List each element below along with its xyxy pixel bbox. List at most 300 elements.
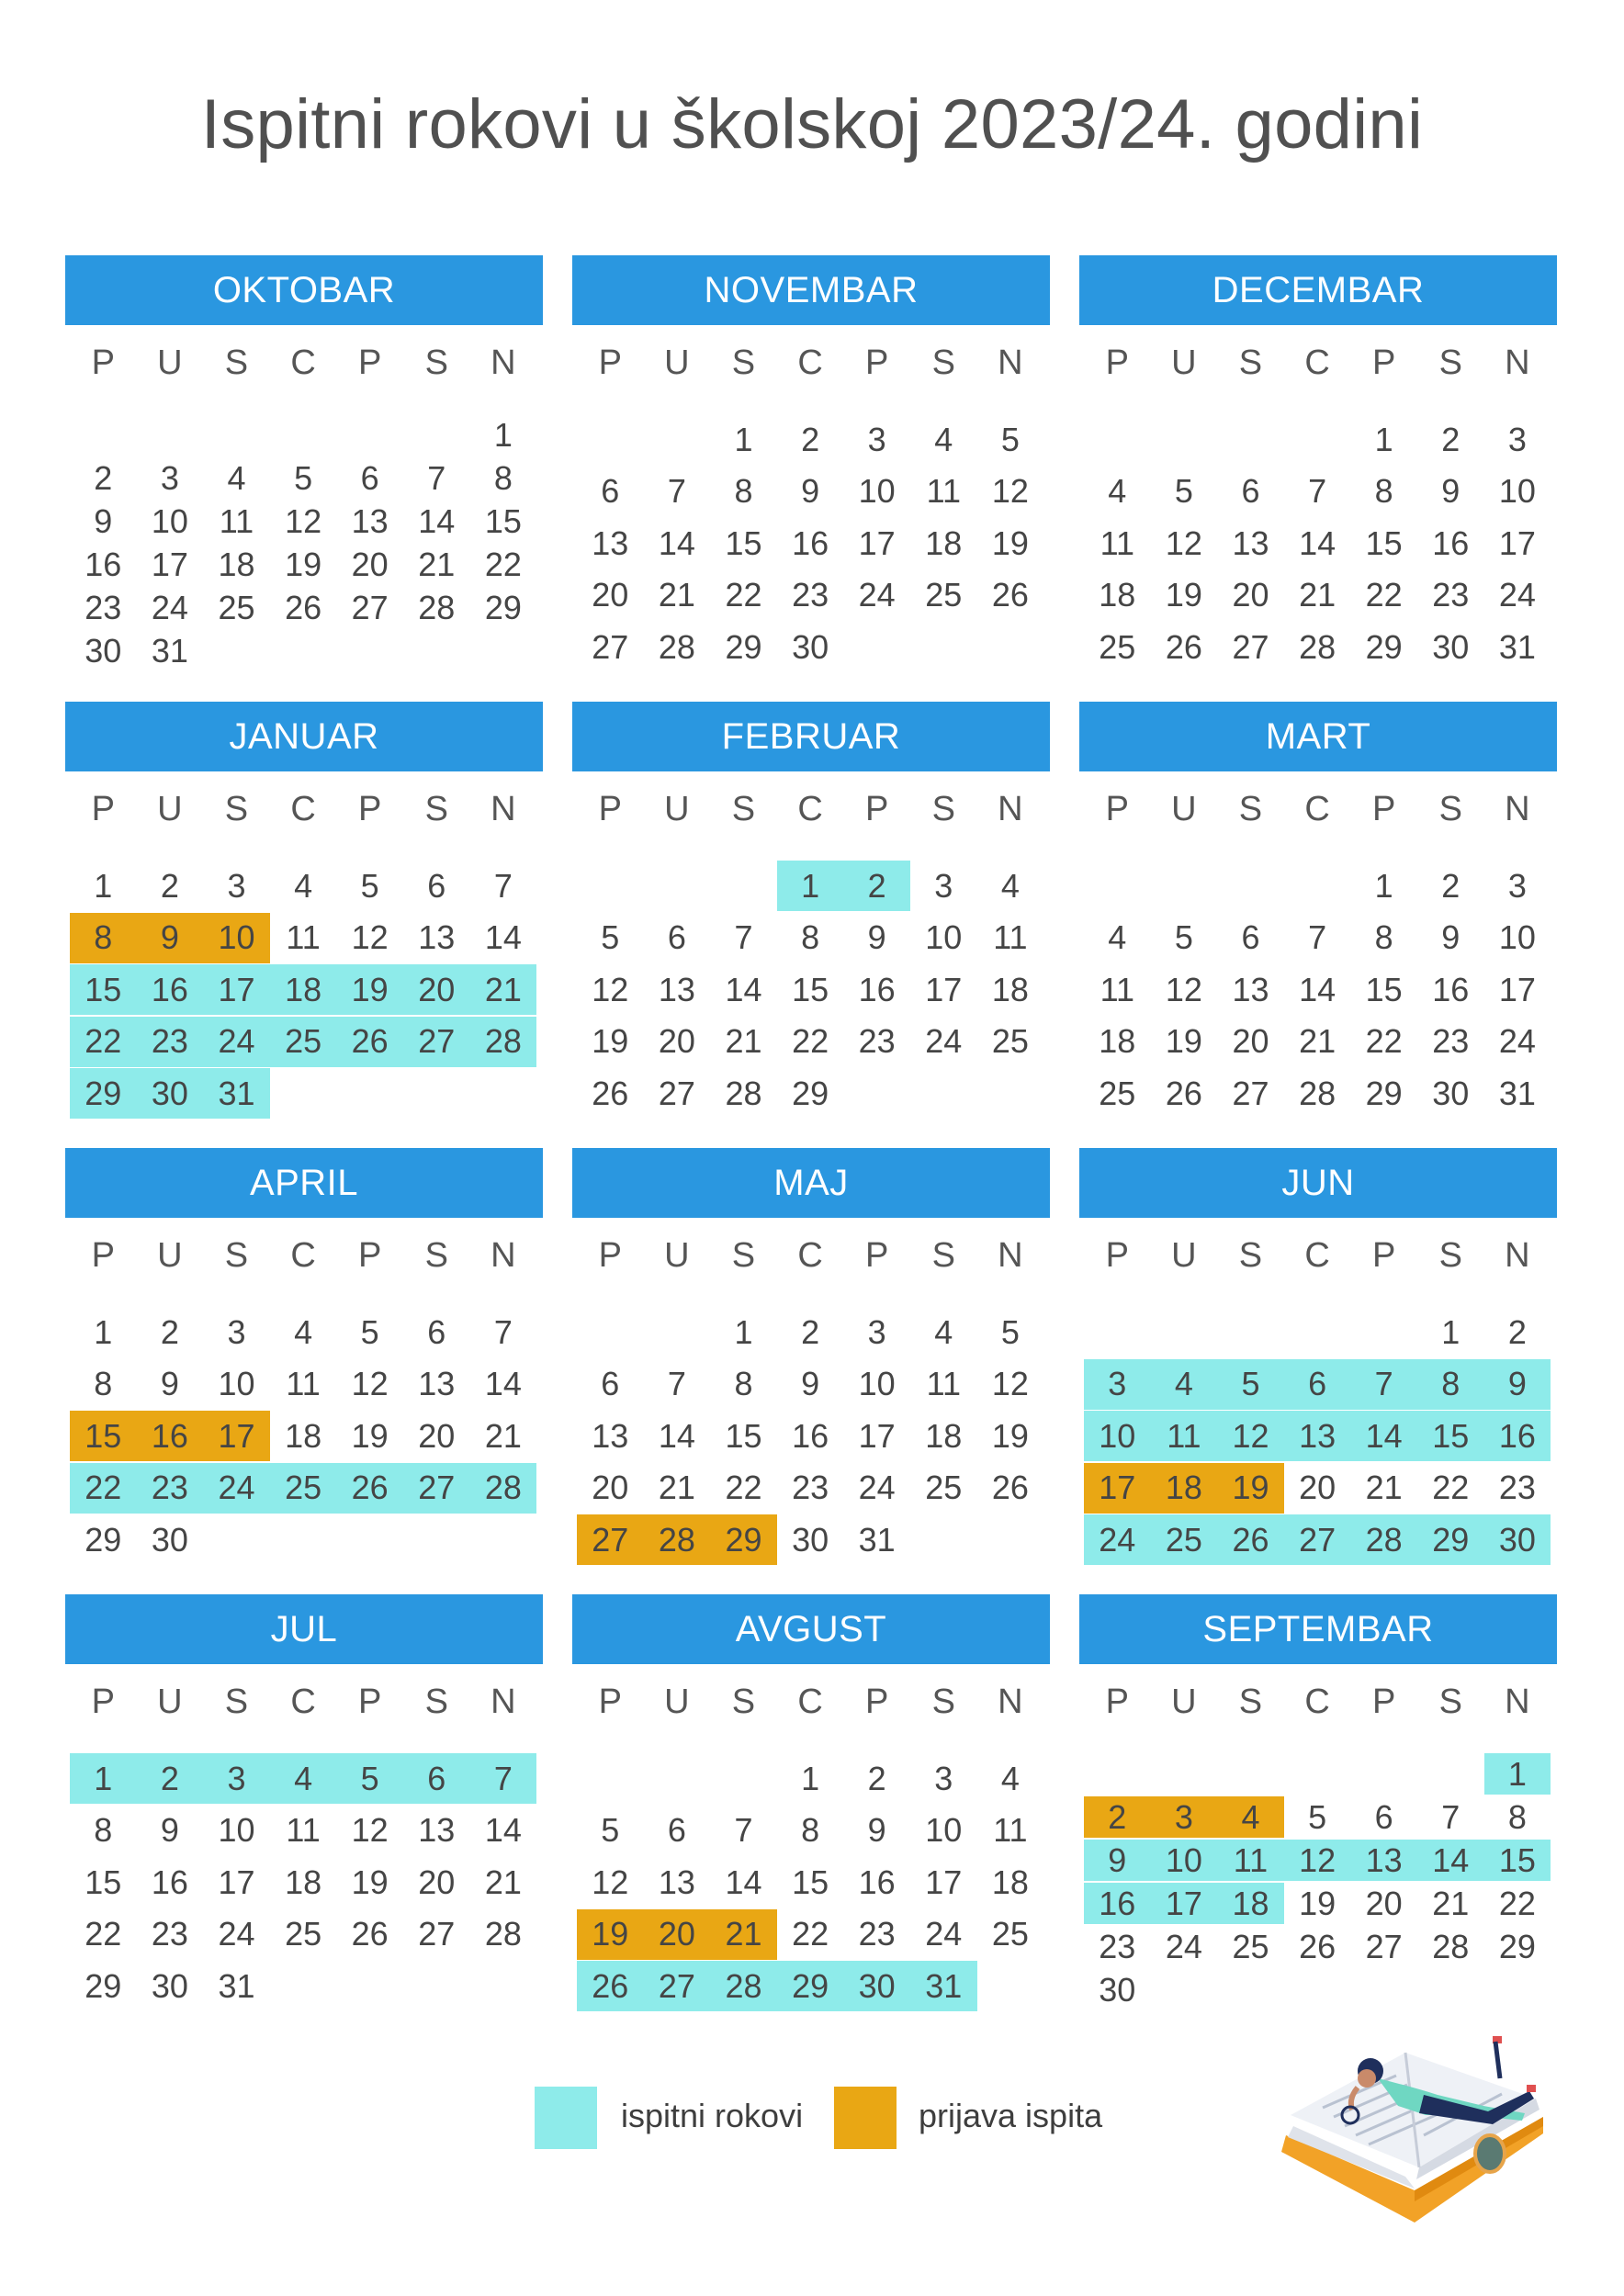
weekday-label: S [1238, 790, 1263, 828]
day-cell: 2 [160, 1312, 179, 1351]
day-cell: 13 [1284, 1411, 1351, 1461]
day-cell: 13 [658, 1863, 695, 1901]
legend-exam-label: ispitni rokovi [621, 2097, 804, 2134]
weekday-label: N [1505, 1236, 1530, 1275]
day-cell: 14 [658, 1416, 695, 1455]
day-cell: 14 [484, 1365, 522, 1402]
weekday-label: P [1372, 790, 1396, 828]
day-cell: 15 [1417, 1411, 1484, 1461]
day-cell: 14 [484, 918, 522, 956]
weekday-label: P [598, 790, 622, 828]
day-cell: 19 [1299, 1884, 1336, 1922]
day-cell: 7 [667, 472, 686, 510]
day-cell: 3 [160, 458, 179, 497]
day-cell: 22 [1365, 576, 1403, 613]
day-cell: 13 [658, 970, 695, 1008]
day-cell: 26 [351, 1915, 389, 1953]
day-cell: 21 [1299, 1022, 1336, 1060]
day-cell: 28 [418, 588, 456, 626]
day-cell: 15 [1365, 523, 1403, 562]
day-cell: 8 [70, 913, 137, 963]
day-cell: 10 [218, 1811, 255, 1849]
weekday-label: P [865, 790, 889, 828]
day-cell: 17 [925, 970, 963, 1008]
month-header: DECEMBAR [1079, 255, 1557, 325]
day-cell: 11 [1151, 1411, 1218, 1461]
day-cell: 27 [1365, 1927, 1403, 1965]
weekday-label: P [91, 343, 115, 382]
day-cell: 18 [925, 1416, 963, 1455]
day-cell: 11 [993, 1811, 1028, 1849]
day-cell: 26 [1217, 1514, 1284, 1565]
day-cell: 29 [1365, 627, 1403, 666]
day-cell: 22 [725, 576, 762, 613]
day-cell: 20 [1232, 1022, 1269, 1060]
weekday-label: S [1438, 1683, 1462, 1721]
day-cell: 4 [1108, 472, 1127, 510]
weekday-label: S [731, 790, 756, 828]
day-cell: 17 [203, 964, 270, 1015]
day-cell: 14 [1299, 523, 1336, 562]
day-cell: 6 [427, 1312, 446, 1351]
day-cell: 3 [934, 866, 953, 905]
day-cell: 20 [644, 1909, 711, 1960]
day-cell: 6 [1284, 1359, 1351, 1410]
day-cell: 16 [137, 1411, 204, 1461]
weekday-label: P [1372, 1236, 1396, 1275]
day-cell: 24 [858, 1469, 896, 1506]
day-cell: 21 [418, 545, 456, 583]
day-cell: 2 [160, 866, 179, 905]
day-cell: 27 [1284, 1514, 1351, 1565]
day-cell: 11 [286, 1811, 321, 1849]
weekday-label: C [797, 790, 823, 828]
weekday-label: S [931, 343, 955, 382]
day-cell: 16 [137, 964, 204, 1015]
weekday-label: S [224, 1683, 249, 1721]
day-cell: 26 [991, 1469, 1029, 1506]
day-cell: 4 [1108, 918, 1127, 956]
day-cell: 31 [910, 1961, 977, 2011]
day-cell: 11 [1100, 523, 1134, 562]
day-cell: 25 [1151, 1514, 1218, 1565]
day-cell: 1 [1374, 420, 1393, 458]
day-cell: 28 [658, 627, 695, 666]
day-cell: 10 [925, 1811, 963, 1849]
day-cell: 12 [991, 1365, 1029, 1402]
day-cell: 15 [484, 501, 522, 540]
day-cell: 12 [991, 472, 1029, 510]
day-cell: 29 [777, 1961, 844, 2011]
day-cell: 30 [151, 1520, 188, 1559]
day-cell: 10 [1498, 472, 1536, 510]
day-cell: 15 [85, 1863, 122, 1901]
weekday-label: U [1171, 1236, 1197, 1275]
weekday-label: S [424, 790, 448, 828]
weekday-label: N [491, 343, 516, 382]
day-cell: 7 [470, 1753, 537, 1804]
day-cell: 20 [592, 1469, 629, 1506]
weekday-label: N [491, 1683, 516, 1721]
day-cell: 3 [227, 1312, 246, 1351]
weekday-label: P [91, 1236, 115, 1275]
day-cell: 8 [1507, 1797, 1527, 1836]
day-cell: 22 [70, 1463, 137, 1514]
day-cell: 26 [336, 1463, 403, 1514]
day-cell: 9 [801, 1365, 820, 1402]
legend-exam-swatch [535, 2087, 597, 2149]
day-cell: 12 [592, 970, 629, 1008]
day-cell: 29 [85, 1520, 122, 1559]
weekday-label: U [664, 790, 690, 828]
day-cell: 5 [1217, 1359, 1284, 1410]
day-cell: 21 [710, 1909, 777, 1960]
weekday-label: C [290, 343, 316, 382]
weekday-label: S [224, 790, 249, 828]
day-cell: 4 [1000, 1759, 1020, 1797]
day-cell: 13 [1350, 1840, 1417, 1881]
day-cell: 5 [1174, 918, 1193, 956]
day-cell: 22 [792, 1915, 829, 1953]
day-cell: 17 [1084, 1463, 1151, 1514]
month-header: MAJ [572, 1148, 1050, 1218]
day-cell: 8 [493, 458, 513, 497]
day-cell: 25 [925, 576, 963, 613]
month-header: FEBRUAR [572, 702, 1050, 771]
day-cell: 11 [926, 472, 961, 510]
day-cell: 26 [592, 1074, 629, 1112]
day-cell: 3 [1151, 1796, 1218, 1838]
day-cell: 5 [1000, 420, 1020, 458]
day-cell: 29 [1498, 1927, 1536, 1965]
day-cell: 18 [1151, 1463, 1218, 1514]
day-cell: 12 [592, 1863, 629, 1901]
weekday-label: N [1505, 343, 1530, 382]
day-cell: 30 [85, 631, 122, 670]
day-cell: 13 [592, 523, 629, 562]
day-cell: 31 [1498, 627, 1536, 666]
day-cell: 4 [934, 1312, 953, 1351]
day-cell: 27 [1232, 627, 1269, 666]
day-cell: 22 [1365, 1022, 1403, 1060]
weekday-label: C [1304, 790, 1330, 828]
day-cell: 6 [427, 866, 446, 905]
weekday-label: N [491, 1236, 516, 1275]
day-cell: 12 [351, 1365, 389, 1402]
day-cell: 28 [710, 1961, 777, 2011]
day-cell: 7 [1441, 1797, 1460, 1836]
weekday-label: S [424, 343, 448, 382]
day-cell: 6 [601, 1365, 620, 1402]
day-cell: 31 [151, 631, 188, 670]
day-cell: 25 [1099, 627, 1136, 666]
day-cell: 2 [1507, 1312, 1527, 1351]
day-cell: 19 [336, 964, 403, 1015]
day-cell: 31 [218, 1966, 255, 2005]
day-cell: 29 [1417, 1514, 1484, 1565]
day-cell: 27 [577, 1514, 644, 1565]
day-cell: 17 [858, 523, 896, 562]
day-cell: 2 [1441, 420, 1460, 458]
day-cell: 16 [792, 1416, 829, 1455]
day-cell: 11 [1100, 970, 1134, 1008]
month-header: AVGUST [572, 1594, 1050, 1664]
day-cell: 18 [270, 964, 337, 1015]
day-cell: 21 [470, 964, 537, 1015]
weekday-label: P [1372, 1683, 1396, 1721]
day-cell: 22 [70, 1017, 137, 1067]
month-header: JUN [1079, 1148, 1557, 1218]
day-cell: 24 [858, 576, 896, 613]
day-cell: 4 [1151, 1359, 1218, 1410]
day-cell: 25 [925, 1469, 963, 1506]
day-cell: 15 [70, 964, 137, 1015]
day-cell: 20 [351, 545, 389, 583]
day-cell: 24 [203, 1017, 270, 1067]
weekday-label: P [1105, 1683, 1129, 1721]
day-cell: 10 [151, 501, 188, 540]
day-cell: 2 [137, 1753, 204, 1804]
month-header: NOVEMBAR [572, 255, 1050, 325]
day-cell: 18 [1099, 576, 1136, 613]
day-cell: 17 [925, 1863, 963, 1901]
day-cell: 29 [484, 588, 522, 626]
day-cell: 10 [1084, 1411, 1151, 1461]
legend-registration-label: prijava ispita [919, 2097, 1103, 2134]
day-cell: 30 [1432, 1074, 1470, 1112]
day-cell: 17 [218, 1863, 255, 1901]
day-cell: 9 [867, 918, 886, 956]
day-cell: 20 [1232, 576, 1269, 613]
weekday-label: N [491, 790, 516, 828]
day-cell: 18 [1099, 1022, 1136, 1060]
day-cell: 25 [991, 1022, 1029, 1060]
day-cell: 28 [1432, 1927, 1470, 1965]
weekday-label: S [1238, 343, 1263, 382]
day-cell: 5 [601, 918, 620, 956]
day-cell: 11 [1217, 1840, 1284, 1881]
day-cell: 22 [1498, 1884, 1536, 1922]
weekday-label: S [931, 1683, 955, 1721]
day-cell: 25 [218, 588, 255, 626]
day-cell: 9 [1441, 918, 1460, 956]
weekday-label: S [931, 1236, 955, 1275]
day-cell: 13 [1232, 970, 1269, 1008]
day-cell: 23 [858, 1022, 896, 1060]
weekday-label: C [1304, 1236, 1330, 1275]
day-cell: 19 [351, 1416, 389, 1455]
weekday-label: U [664, 1236, 690, 1275]
day-cell: 23 [1498, 1469, 1536, 1506]
day-cell: 8 [1374, 472, 1393, 510]
day-cell: 31 [1498, 1074, 1536, 1112]
day-cell: 30 [792, 1520, 829, 1559]
day-cell: 27 [403, 1463, 470, 1514]
weekday-label: P [865, 1683, 889, 1721]
day-cell: 27 [1232, 1074, 1269, 1112]
day-cell: 28 [644, 1514, 711, 1565]
day-cell: 1 [734, 420, 753, 458]
day-cell: 12 [1284, 1840, 1351, 1881]
day-cell: 20 [592, 576, 629, 613]
day-cell: 1 [801, 1759, 820, 1797]
month-decembar [1079, 255, 1557, 687]
weekday-label: S [1238, 1683, 1263, 1721]
day-cell: 21 [1299, 576, 1336, 613]
weekday-label: U [664, 343, 690, 382]
weekday-label: P [91, 1683, 115, 1721]
day-cell: 4 [270, 1753, 337, 1804]
day-cell: 1 [1484, 1753, 1551, 1795]
day-cell: 31 [858, 1520, 896, 1559]
day-cell: 13 [351, 501, 389, 540]
day-cell: 5 [360, 866, 379, 905]
weekday-label: C [797, 1683, 823, 1721]
day-cell: 11 [286, 1365, 321, 1402]
day-cell: 19 [1165, 576, 1202, 613]
day-cell: 8 [1374, 918, 1393, 956]
day-cell: 3 [1507, 420, 1527, 458]
day-cell: 26 [1165, 1074, 1202, 1112]
day-cell: 12 [1217, 1411, 1284, 1461]
day-cell: 9 [1484, 1359, 1551, 1410]
weekday-label: S [1438, 790, 1462, 828]
day-cell: 1 [1441, 1312, 1460, 1351]
day-cell: 23 [151, 1915, 188, 1953]
month-januar [65, 702, 543, 1133]
day-cell: 12 [1165, 523, 1202, 562]
day-cell: 27 [403, 1017, 470, 1067]
weekday-label: P [358, 790, 382, 828]
day-cell: 20 [1299, 1469, 1336, 1506]
day-cell: 8 [1417, 1359, 1484, 1410]
month-header: OKTOBAR [65, 255, 543, 325]
month-header: JUL [65, 1594, 543, 1664]
day-cell: 21 [484, 1863, 522, 1901]
day-cell: 21 [725, 1022, 762, 1060]
day-cell: 25 [285, 1915, 322, 1953]
legend-registration-swatch [834, 2087, 897, 2149]
day-cell: 13 [418, 1365, 456, 1402]
weekday-label: S [731, 343, 756, 382]
day-cell: 21 [1432, 1884, 1470, 1922]
day-cell: 1 [94, 1312, 113, 1351]
day-cell: 30 [1432, 627, 1470, 666]
day-cell: 16 [858, 970, 896, 1008]
day-cell: 13 [418, 1811, 456, 1849]
day-cell: 30 [151, 1966, 188, 2005]
weekday-label: N [998, 1236, 1023, 1275]
day-cell: 26 [336, 1017, 403, 1067]
weekday-label: S [1238, 1236, 1263, 1275]
weekday-label: N [1505, 790, 1530, 828]
day-cell: 23 [1099, 1927, 1136, 1965]
day-cell: 30 [792, 627, 829, 666]
day-cell: 1 [734, 1312, 753, 1351]
day-cell: 30 [1099, 1970, 1136, 2009]
day-cell: 23 [792, 576, 829, 613]
day-cell: 13 [418, 918, 456, 956]
weekday-label: U [1171, 790, 1197, 828]
day-cell: 26 [1165, 627, 1202, 666]
day-cell: 8 [94, 1365, 113, 1402]
weekday-label: U [157, 790, 183, 828]
day-cell: 23 [85, 588, 122, 626]
day-cell: 25 [1099, 1074, 1136, 1112]
day-cell: 28 [484, 1915, 522, 1953]
day-cell: 3 [867, 1312, 886, 1351]
day-cell: 13 [592, 1416, 629, 1455]
weekday-label: P [358, 1236, 382, 1275]
day-cell: 16 [1432, 970, 1470, 1008]
day-cell: 12 [351, 1811, 389, 1849]
month-mart [1079, 702, 1557, 1133]
day-cell: 6 [667, 1811, 686, 1849]
day-cell: 5 [294, 458, 313, 497]
day-cell: 27 [658, 1074, 695, 1112]
day-cell: 8 [94, 1811, 113, 1849]
weekday-label: C [1304, 343, 1330, 382]
day-cell: 5 [1174, 472, 1193, 510]
day-cell: 4 [1000, 866, 1020, 905]
month-header: SEPTEMBAR [1079, 1594, 1557, 1664]
day-cell: 14 [418, 501, 456, 540]
weekday-label: P [598, 1236, 622, 1275]
day-cell: 15 [70, 1411, 137, 1461]
day-cell: 17 [1151, 1883, 1218, 1924]
day-cell: 26 [991, 576, 1029, 613]
day-cell: 14 [725, 1863, 762, 1901]
day-cell: 24 [151, 588, 188, 626]
day-cell: 2 [867, 1759, 886, 1797]
weekday-label: S [224, 343, 249, 382]
day-cell: 25 [270, 1463, 337, 1514]
weekday-label: S [424, 1236, 448, 1275]
day-cell: 14 [484, 1811, 522, 1849]
day-cell: 2 [1084, 1796, 1151, 1838]
day-cell: 4 [294, 866, 313, 905]
day-cell: 7 [1308, 472, 1327, 510]
day-cell: 31 [203, 1068, 270, 1119]
month-header: APRIL [65, 1148, 543, 1218]
day-cell: 26 [1299, 1927, 1336, 1965]
day-cell: 25 [270, 1017, 337, 1067]
weekday-label: C [290, 790, 316, 828]
day-cell: 28 [1299, 627, 1336, 666]
day-cell: 26 [285, 588, 322, 626]
month-header: MART [1079, 702, 1557, 771]
day-cell: 23 [792, 1469, 829, 1506]
day-cell: 21 [484, 1416, 522, 1455]
day-cell: 29 [1365, 1074, 1403, 1112]
day-cell: 20 [418, 1863, 456, 1901]
day-cell: 3 [203, 1753, 270, 1804]
day-cell: 23 [137, 1463, 204, 1514]
day-cell: 4 [227, 458, 246, 497]
day-cell: 19 [592, 1022, 629, 1060]
day-cell: 12 [1165, 970, 1202, 1008]
day-cell: 9 [160, 1365, 179, 1402]
day-cell: 2 [843, 861, 910, 911]
day-cell: 23 [1432, 576, 1470, 613]
month-oktobar [65, 255, 543, 687]
weekday-label: S [224, 1236, 249, 1275]
day-cell: 18 [285, 1416, 322, 1455]
weekday-label: C [290, 1236, 316, 1275]
day-cell: 28 [1350, 1514, 1417, 1565]
day-cell: 26 [577, 1961, 644, 2011]
day-cell: 3 [934, 1759, 953, 1797]
